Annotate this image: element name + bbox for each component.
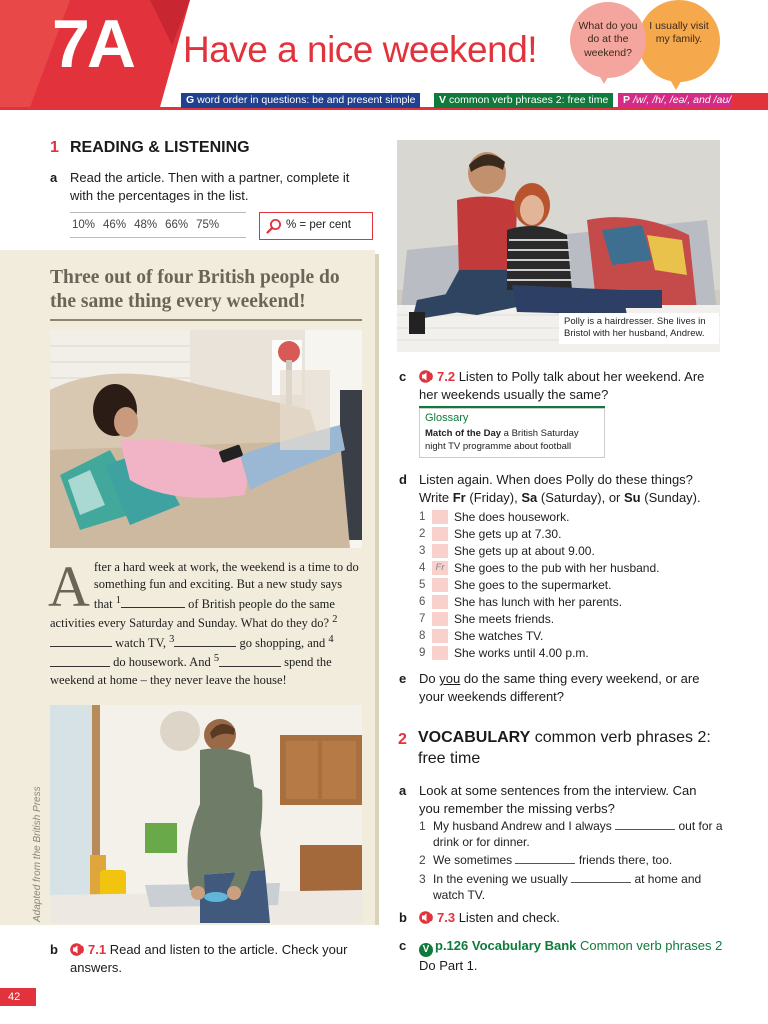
list-item xyxy=(419,627,709,644)
answer-box[interactable] xyxy=(432,646,448,660)
audio-icon[interactable] xyxy=(70,943,85,956)
item-text: She meets friends. xyxy=(454,611,555,626)
exercise-letter: e xyxy=(399,671,407,686)
section-title: READING & LISTENING xyxy=(70,139,250,156)
list-item xyxy=(419,542,709,559)
gap-number: 5 xyxy=(213,653,220,665)
item-text xyxy=(433,871,724,903)
article-text: of British people do the same activities every Saturday and Sunday. What do they do? xyxy=(50,596,335,631)
gap-blank[interactable] xyxy=(50,656,110,667)
item-number: 3 xyxy=(419,544,426,557)
instruction-text: Read and listen to the article. Check your answers. xyxy=(70,942,348,975)
item-number: 1 xyxy=(419,819,426,833)
list-item xyxy=(419,576,709,593)
magnifier-icon xyxy=(266,218,282,234)
section-subtitle: common verb phrases 2: free time xyxy=(418,729,711,767)
instruction-text: Do xyxy=(419,671,436,686)
sentence-list xyxy=(419,818,724,905)
gap-number: 1 xyxy=(115,594,121,606)
list-item xyxy=(419,852,724,868)
instruction-text: Do Part 1. xyxy=(419,958,478,973)
section-title: VOCABULARY xyxy=(418,729,531,746)
grammar-tag-letter: G xyxy=(186,94,195,106)
item-text xyxy=(433,818,724,850)
percentage-item: 46% xyxy=(103,219,127,231)
instruction-text: do the same thing every weekend, or are your weekends different? xyxy=(419,671,700,704)
emphasis-you: you xyxy=(439,671,461,686)
list-item xyxy=(419,818,724,850)
vocab-tag-letter: V xyxy=(439,94,447,106)
item-number: 2 xyxy=(419,527,426,540)
glossary-definition: a British Saturday night TV programme about football xyxy=(425,428,579,452)
article-text: watch TV, xyxy=(115,635,167,650)
page-number: 42 xyxy=(0,988,36,1006)
article-body xyxy=(48,554,362,689)
audio-icon[interactable] xyxy=(419,911,434,924)
vocab-bank-label[interactable]: Vocabulary Bank xyxy=(471,938,577,953)
article-credit: Adapted from the British Press xyxy=(32,786,43,922)
item-text: She has lunch with her parents. xyxy=(454,594,623,609)
grammar-tag-text: word order in questions: be and present simple xyxy=(197,94,416,106)
sentence-start: We sometimes xyxy=(433,853,513,868)
item-number: 6 xyxy=(419,595,426,608)
exercise-instruction xyxy=(419,937,724,975)
list-item xyxy=(419,871,724,903)
exercise-instruction: Look at some sentences from the interview. Can you remember the missing verbs? xyxy=(419,783,697,816)
percentage-list xyxy=(70,212,246,238)
sentence-start: My husband Andrew and I always xyxy=(433,819,612,833)
item-number: 9 xyxy=(419,646,426,659)
abbrev-fr: Fr xyxy=(452,489,466,505)
tag-end-block xyxy=(732,93,768,108)
exercise-letter: c xyxy=(399,369,407,384)
track-number[interactable]: 7.3 xyxy=(437,910,456,925)
glossary-box xyxy=(419,406,605,458)
section-heading xyxy=(418,728,723,770)
exercise-letter: c xyxy=(399,938,407,953)
article-text: spend the weekend at home – they never leave the house! xyxy=(50,655,332,687)
vocab-bank-title: Common verb phrases 2 xyxy=(580,938,723,953)
vocab-bank-page[interactable]: p.126 xyxy=(435,938,469,953)
audio-icon[interactable] xyxy=(419,370,434,383)
item-text: She goes to the pub with her husband. xyxy=(454,560,660,575)
answer-box[interactable] xyxy=(432,612,448,626)
glossary-entry xyxy=(425,428,599,453)
abbrev-text: (Friday), xyxy=(469,489,518,505)
bubble-question-text: What do you do at the weekend? xyxy=(578,20,638,59)
glossary-title: Glossary xyxy=(425,412,469,424)
sentence-end: at home and watch TV. xyxy=(433,871,702,902)
article-text: fter a hard week at work, the weekend is a time to do something fun and exciting. But a new study says that xyxy=(93,560,359,611)
exercise-instruction xyxy=(419,368,719,403)
vocab-bank-icon: V xyxy=(419,943,433,957)
sentence-start: In the evening we usually xyxy=(433,871,568,886)
article-text: go shopping, and xyxy=(239,635,326,650)
exercise-letter: b xyxy=(50,942,58,957)
item-text: She goes to the supermarket. xyxy=(454,577,612,592)
gap-blank[interactable] xyxy=(571,882,631,883)
unit-number: 7A xyxy=(52,6,133,82)
pron-tag xyxy=(618,93,736,108)
answer-box[interactable] xyxy=(432,629,448,643)
percentage-item: 48% xyxy=(134,219,158,231)
answer-box[interactable]: Fr xyxy=(432,561,448,575)
instruction-text: Listen again. When does Polly do these things? Write xyxy=(419,472,693,505)
list-item xyxy=(419,610,709,627)
answer-box[interactable] xyxy=(432,578,448,592)
exercise-letter: a xyxy=(50,170,58,185)
gap-number: 2 xyxy=(332,614,338,626)
percent-note-text: % = per cent xyxy=(286,219,351,231)
instruction-text: Listen to Polly talk about her weekend. Are her weekends usually the same? xyxy=(419,369,705,402)
exercise-instruction: Read the article. Then with a partner, complete it with the percentages in the list. xyxy=(70,170,350,203)
vocab-bank-link[interactable] xyxy=(435,938,576,953)
item-number: 3 xyxy=(419,871,426,886)
item-text: She does housework. xyxy=(454,509,570,524)
gap-blank[interactable] xyxy=(615,829,675,830)
exercise-letter: a xyxy=(399,783,407,798)
answer-box[interactable] xyxy=(432,510,448,524)
percentage-item: 75% xyxy=(196,219,220,231)
instruction-text: Listen and check. xyxy=(458,910,560,925)
gap-blank[interactable] xyxy=(515,863,575,864)
answer-box[interactable] xyxy=(432,595,448,609)
photo-woman-on-sofa xyxy=(50,330,362,548)
item-number: 4 xyxy=(419,561,426,574)
article-text: do housework. And xyxy=(113,655,211,670)
speech-bubble-answer xyxy=(638,0,720,82)
gap-blank[interactable] xyxy=(50,636,112,647)
item-text: She works until 4.00 p.m. xyxy=(454,645,589,660)
day-list xyxy=(419,508,709,661)
glossary-term: Match of the Day xyxy=(425,428,502,440)
article-shadow xyxy=(375,254,379,925)
answer-box[interactable] xyxy=(432,527,448,541)
track-number[interactable]: 7.1 xyxy=(88,942,107,957)
item-number: 1 xyxy=(419,510,426,523)
gap-number: 3 xyxy=(169,633,175,645)
track-number[interactable]: 7.2 xyxy=(437,369,456,384)
list-item xyxy=(419,593,709,610)
section-number: 2 xyxy=(398,731,407,748)
item-number: 8 xyxy=(419,629,426,642)
exercise-instruction xyxy=(70,941,370,976)
item-text: She gets up at about 9.00. xyxy=(454,543,595,558)
item-text xyxy=(433,852,672,868)
photo-caption: Polly is a hairdresser. She lives in Bristol with her husband, Andrew. xyxy=(559,313,719,344)
list-item xyxy=(419,559,709,576)
vocab-tag-text: common verb phrases 2: free time xyxy=(449,94,609,106)
item-text: She gets up at 7.30. xyxy=(454,526,562,541)
gap-blank[interactable] xyxy=(121,597,185,608)
drop-cap: A xyxy=(48,554,90,619)
exercise-instruction xyxy=(419,670,719,705)
item-text: She watches TV. xyxy=(454,628,544,643)
exercise-letter: d xyxy=(399,472,407,487)
list-item xyxy=(419,525,709,542)
pron-tag-text: /w/, /h/, /eə/, and /aʊ/ xyxy=(633,94,732,106)
article-title: Three out of four British people do the same thing every weekend! xyxy=(50,267,340,312)
item-number: 2 xyxy=(419,853,426,868)
abbrev-su: Su xyxy=(624,489,641,505)
gap-number: 4 xyxy=(328,633,334,645)
abbrev-text: (Saturday), or xyxy=(540,489,621,505)
bubble-answer-text: I usually visit my family. xyxy=(649,19,709,45)
abbrev-sa: Sa xyxy=(521,489,538,505)
list-item xyxy=(419,644,709,661)
exercise-instruction xyxy=(419,909,719,927)
section-number: 1 xyxy=(50,139,59,156)
pron-tag-letter: P xyxy=(623,94,631,106)
answer-box[interactable] xyxy=(432,544,448,558)
exercise-letter: b xyxy=(399,910,407,925)
percentage-item: 10% xyxy=(72,219,96,231)
percent-note xyxy=(259,212,373,240)
speech-bubble-question xyxy=(570,2,646,78)
page-title: Have a nice weekend! xyxy=(183,29,538,70)
sentence-end: out for a drink or for dinner. xyxy=(433,819,723,850)
photo-man-washing-up xyxy=(50,705,362,923)
gap-blank[interactable] xyxy=(219,656,281,667)
sentence-end: friends there, too. xyxy=(578,853,673,868)
item-number: 5 xyxy=(419,578,426,591)
grammar-tag xyxy=(181,93,420,108)
item-number: 7 xyxy=(419,612,426,625)
vocab-tag xyxy=(434,93,613,108)
article-divider xyxy=(50,319,362,321)
percentage-item: 66% xyxy=(165,219,189,231)
exercise-instruction xyxy=(419,471,719,506)
abbrev-text: (Sunday). xyxy=(644,489,701,505)
list-item xyxy=(419,508,709,525)
gap-blank[interactable] xyxy=(174,636,236,647)
